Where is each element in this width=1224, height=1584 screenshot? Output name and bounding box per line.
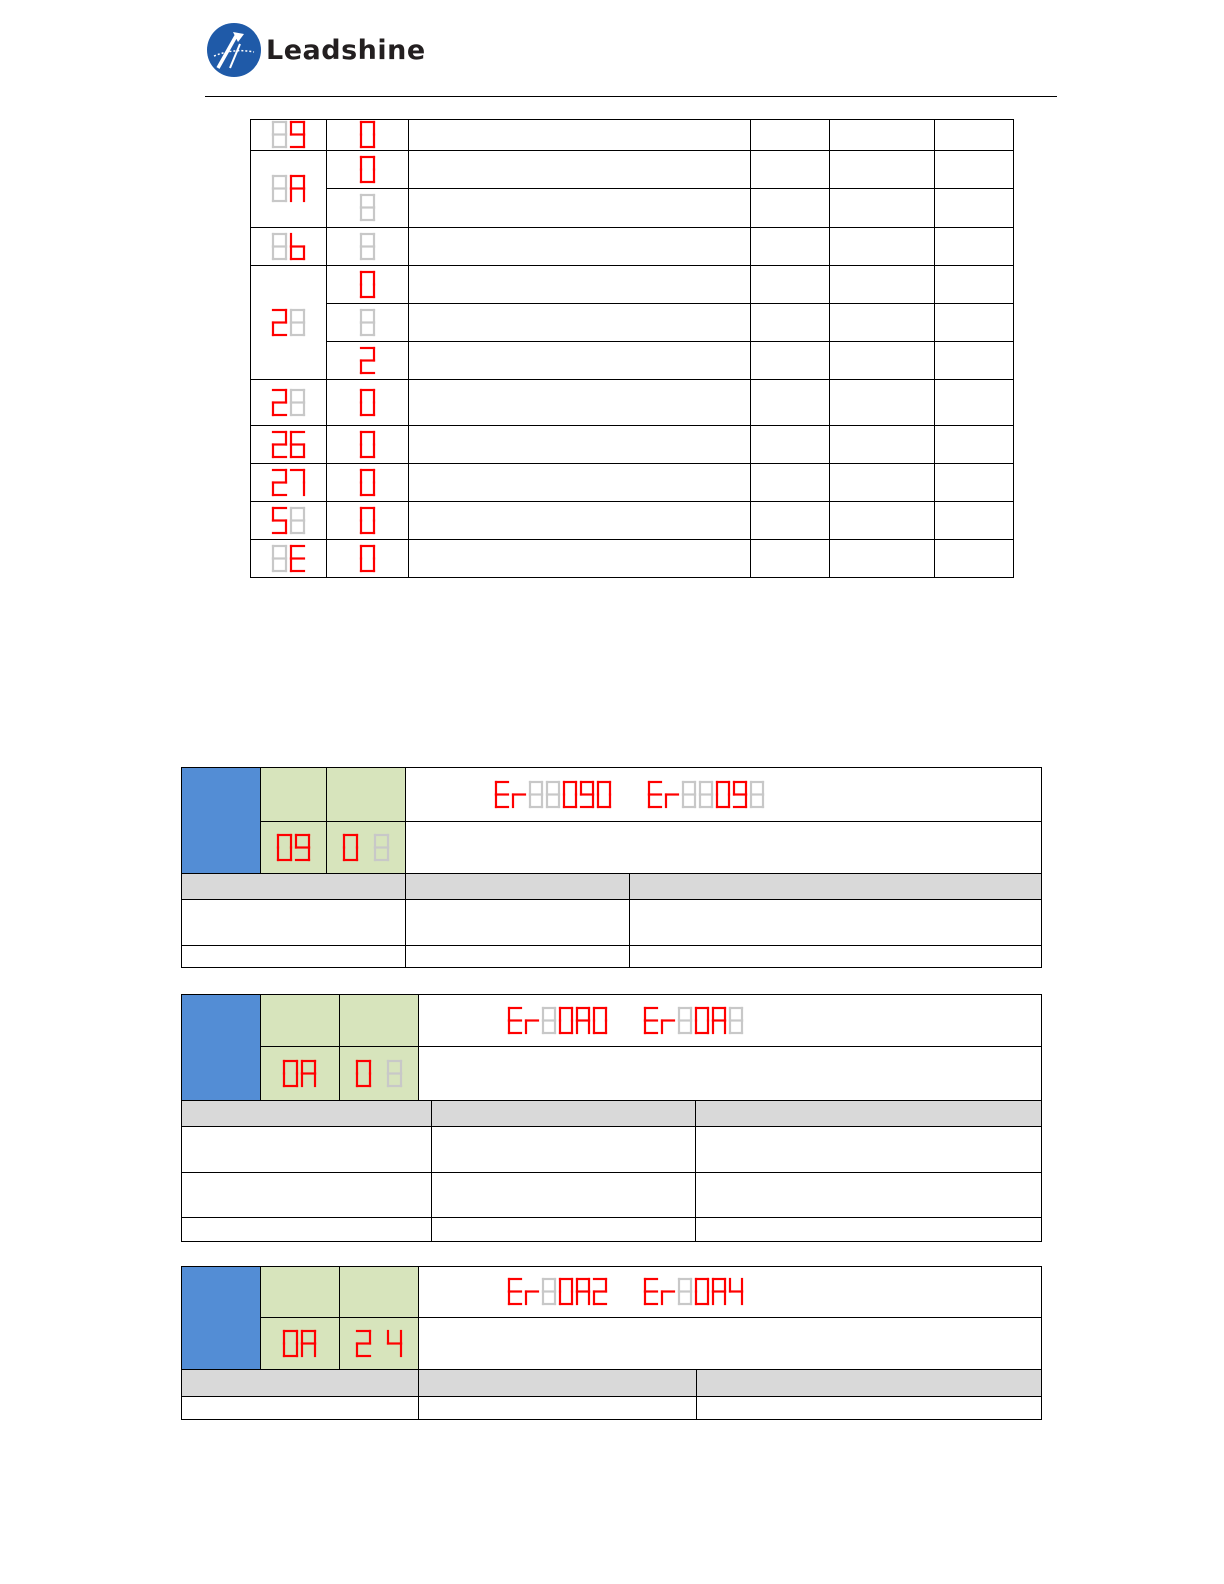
main-code-display	[276, 833, 312, 863]
col-header-solution	[630, 874, 1042, 900]
main-code-display	[271, 430, 307, 460]
sub-code-cell	[327, 464, 409, 502]
main-code-display	[271, 174, 307, 204]
sub-code-header	[340, 1267, 419, 1318]
display-code-cell	[419, 995, 1042, 1047]
alarm-code-table	[250, 119, 1014, 578]
main-code-cell	[251, 426, 327, 464]
main-code-display	[271, 388, 307, 418]
sub-code-display	[342, 833, 391, 863]
table-row	[251, 464, 1014, 502]
main-code-cell	[251, 266, 327, 380]
alarm-block-1	[181, 767, 1042, 968]
alarm-block-2	[181, 994, 1042, 1242]
display-code-cell	[406, 768, 1042, 822]
table-row	[251, 228, 1014, 266]
col-header-cause	[182, 1101, 432, 1127]
col-header-confirm	[419, 1370, 697, 1397]
main-code-cell	[261, 822, 327, 874]
main-code-cell	[261, 1047, 340, 1101]
sub-code-cell	[327, 228, 409, 266]
col-header-solution	[696, 1101, 1042, 1127]
sub-code-display	[355, 1059, 404, 1089]
sub-code-display	[359, 120, 377, 150]
brand-logo	[206, 22, 426, 78]
main-code-cell	[251, 380, 327, 426]
sub-code-display	[359, 346, 377, 376]
col-header-confirm	[432, 1101, 696, 1127]
table-row	[251, 120, 1014, 151]
leadshine-logo-icon	[206, 22, 262, 78]
sub-code-display	[359, 430, 377, 460]
sub-code-cell	[327, 120, 409, 151]
table-row	[251, 189, 1014, 228]
main-code-header	[261, 768, 327, 822]
col-header-cause	[182, 874, 406, 900]
main-code-header	[261, 1267, 340, 1318]
sub-code-cell	[327, 189, 409, 228]
header-rule	[205, 96, 1057, 97]
main-code-cell	[251, 464, 327, 502]
description-cell	[419, 1047, 1042, 1101]
sub-code-display	[359, 193, 377, 223]
col-header-solution	[697, 1370, 1042, 1397]
main-code-display	[271, 308, 307, 338]
description-cell	[419, 1318, 1042, 1370]
display-code-1	[507, 1277, 609, 1307]
sub-code-cell	[340, 1047, 419, 1101]
solution-cell	[630, 900, 1042, 946]
sub-code-header	[340, 995, 419, 1047]
main-code-cell	[261, 1318, 340, 1370]
sub-code-display	[355, 1329, 404, 1359]
main-code-cell	[251, 151, 327, 228]
main-code-display	[271, 232, 307, 262]
display-code-2	[643, 1277, 745, 1307]
table-row	[251, 380, 1014, 426]
table-row	[251, 151, 1014, 189]
sub-code-cell	[327, 342, 409, 380]
cause-cell	[182, 1173, 432, 1218]
display-code-cell	[419, 1267, 1042, 1318]
sub-code-cell	[327, 151, 409, 189]
col-header-cause	[182, 1370, 419, 1397]
sub-code-cell	[327, 380, 409, 426]
solution-cell	[696, 1127, 1042, 1173]
sub-code-cell	[340, 1318, 419, 1370]
col-header-confirm	[406, 874, 630, 900]
table-row	[251, 502, 1014, 540]
sub-code-cell	[327, 266, 409, 304]
main-code-cell	[251, 120, 327, 151]
sub-code-display	[359, 270, 377, 300]
main-code-cell	[251, 540, 327, 578]
description-cell	[406, 822, 1042, 874]
confirm-cell	[432, 1173, 696, 1218]
main-code-display	[282, 1059, 318, 1089]
sub-code-cell	[327, 822, 406, 874]
alarm-block-3	[181, 1266, 1042, 1420]
cause-cell	[182, 1127, 432, 1173]
confirm-cell	[432, 1127, 696, 1173]
solution-cell	[696, 1173, 1042, 1218]
display-code-1	[507, 1006, 609, 1036]
brand-name: Leadshine	[266, 34, 426, 66]
table-row	[251, 342, 1014, 380]
sub-code-cell	[327, 540, 409, 578]
sub-code-display	[359, 468, 377, 498]
sub-code-display	[359, 506, 377, 536]
alarm-category-cell	[182, 768, 261, 874]
main-code-display	[282, 1329, 318, 1359]
display-code-2	[643, 1006, 745, 1036]
sub-code-cell	[327, 502, 409, 540]
display-code-2	[647, 780, 766, 810]
alarm-category-cell	[182, 1267, 261, 1370]
table-row	[251, 304, 1014, 342]
cause-cell	[182, 900, 406, 946]
sub-code-display	[359, 232, 377, 262]
sub-code-cell	[327, 304, 409, 342]
sub-code-display	[359, 388, 377, 418]
sub-code-display	[359, 308, 377, 338]
confirm-cell	[406, 900, 630, 946]
sub-code-cell	[327, 426, 409, 464]
alarm-category-cell	[182, 995, 261, 1101]
display-code-1	[494, 780, 613, 810]
main-code-display	[271, 544, 307, 574]
sub-code-display	[359, 544, 377, 574]
sub-code-header	[327, 768, 406, 822]
main-code-cell	[251, 228, 327, 266]
main-code-header	[261, 995, 340, 1047]
main-code-display	[271, 506, 307, 536]
table-row	[251, 540, 1014, 578]
main-code-display	[271, 120, 307, 150]
sub-code-display	[359, 155, 377, 185]
table-row	[251, 266, 1014, 304]
main-code-display	[271, 468, 307, 498]
main-code-cell	[251, 502, 327, 540]
table-row	[251, 426, 1014, 464]
